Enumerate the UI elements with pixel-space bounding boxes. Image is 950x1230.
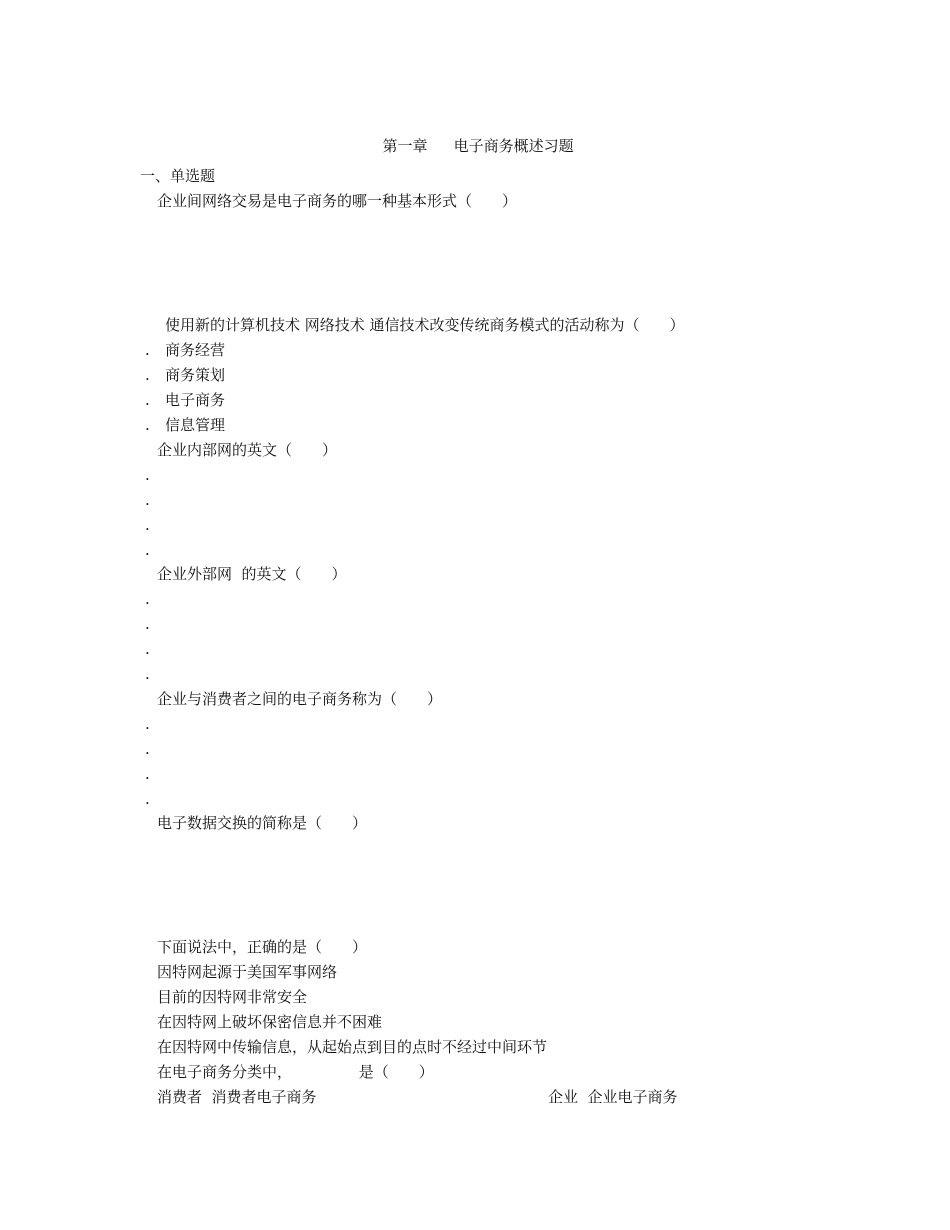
question-5-option-a: .: [145, 715, 150, 733]
chapter-label: 第一章: [382, 137, 428, 155]
question-2-option-b: [145, 365, 225, 385]
question-2-option-c: [145, 390, 225, 410]
question-4: 企业外部网 的英文（ ）: [157, 565, 347, 583]
option-text: 商务策划: [165, 366, 226, 384]
option-text: 电子商务: [165, 391, 226, 409]
section-heading: 一、单选题: [140, 167, 216, 185]
question-2: 使用新的计算机技术 网络技术 通信技术改变传统商务模式的活动称为（ ）: [165, 316, 685, 334]
question-5-option-c: .: [145, 765, 150, 783]
question-4-option-d: .: [145, 665, 150, 683]
question-7-option-c: 在因特网上破坏保密信息并不困难: [157, 1013, 383, 1031]
option-bullet: .: [145, 416, 150, 434]
question-8-option-b: 企业 企业电子商务: [548, 1088, 678, 1106]
question-8: 在电子商务分类中， 是（ ）: [157, 1063, 434, 1081]
question-7-option-a: 因特网起源于美国军事网络: [157, 963, 338, 981]
option-bullet: .: [145, 391, 150, 409]
question-1: 企业间网络交易是电子商务的哪一种基本形式（ ）: [157, 192, 518, 210]
question-3-option-c: .: [145, 516, 150, 534]
page-title: [373, 116, 574, 155]
question-7-option-b: 目前的因特网非常安全: [157, 988, 308, 1006]
chapter-title: 电子商务概述习题: [453, 137, 574, 155]
option-bullet: .: [145, 341, 150, 359]
question-3: 企业内部网的英文（ ）: [157, 441, 338, 459]
question-2-option-a: [145, 340, 225, 360]
option-bullet: .: [145, 366, 150, 384]
question-3-option-a: .: [145, 466, 150, 484]
option-text: 信息管理: [165, 416, 226, 434]
question-4-option-c: .: [145, 640, 150, 658]
question-8-option-a: 消费者 消费者电子商务: [157, 1088, 317, 1106]
question-7: 下面说法中，正确的是（ ）: [157, 938, 368, 956]
question-5-option-d: .: [145, 790, 150, 808]
question-6: 电子数据交换的简称是（ ）: [157, 814, 368, 832]
question-3-option-d: .: [145, 541, 150, 559]
question-3-option-b: .: [145, 491, 150, 509]
question-5: 企业与消费者之间的电子商务称为（ ）: [157, 690, 443, 708]
question-2-option-d: [145, 415, 225, 435]
question-4-option-b: .: [145, 615, 150, 633]
question-5-option-b: .: [145, 740, 150, 758]
question-7-option-d: 在因特网中传输信息，从起始点到目的点时不经过中间环节: [157, 1038, 548, 1056]
question-4-option-a: .: [145, 590, 150, 608]
option-text: 商务经营: [165, 341, 226, 359]
